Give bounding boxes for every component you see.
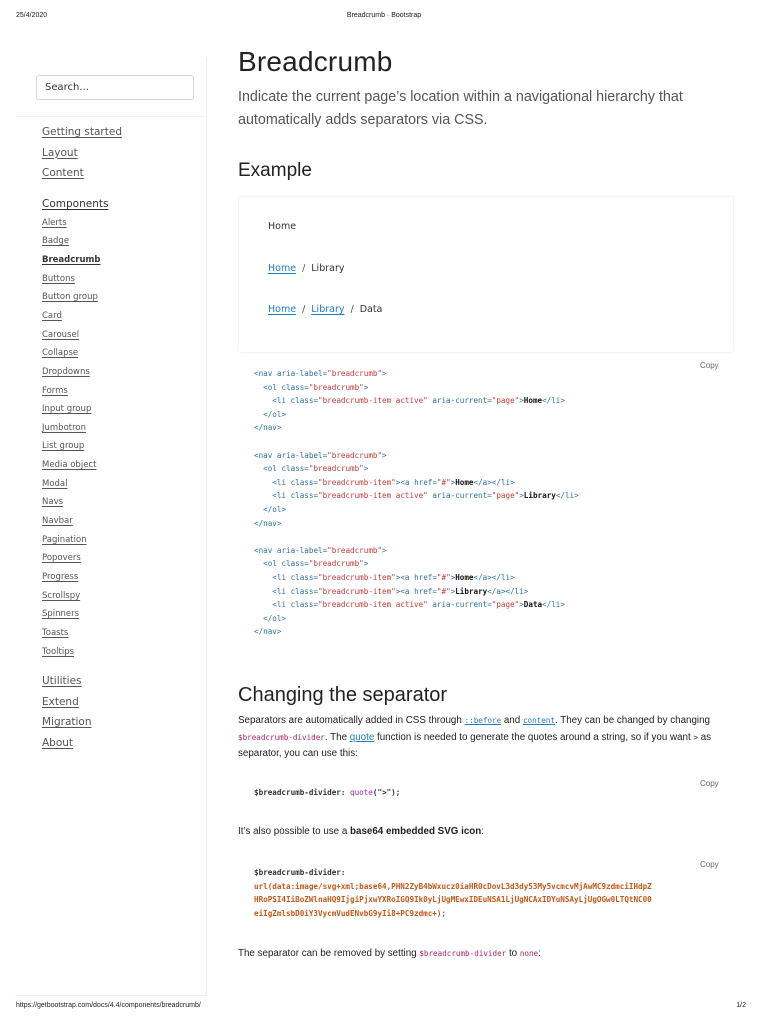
code-block-base64: $breadcrumb-divider: url(data:image/svg+xml;base64,PHN2ZyB4bWxucz0iaHR0cDovL3d3dy53My5vcmcvMjAwMC9zdmciIHdpZ HRoPSI4IiBoZWlnaHQ9IjgiPjxwYXRoIGQ9Ik0yLjUgMEwxIDEuNSA1LjUgNCAxIDYuNSAyLjUgOGw0LTQtNC00 eiIgZmlsbD0iY3VycmVudENvbG9yIi8+PC9zdmc+); (254, 868, 652, 918)
breadcrumb-link-home[interactable]: Home (268, 263, 297, 274)
separator-paragraph: Separators are automatically added in CSS through ::before and content. They can be changed by changing $breadcrumb-divider. The quote function is needed to generate the quotes around a string, so if you want > as separator, you can use this: (238, 715, 712, 759)
nav-toasts[interactable]: Toasts (42, 627, 69, 638)
nav-button-group[interactable]: Button group (42, 292, 98, 303)
nav-getting-started[interactable]: Getting started (42, 126, 122, 138)
separator-heading: Changing the separator (238, 684, 448, 706)
nav-popovers[interactable]: Popovers (42, 553, 81, 564)
nav-buttons[interactable]: Buttons (42, 273, 75, 284)
breadcrumb-example-1 (268, 221, 296, 232)
copy-button[interactable]: Copy (700, 860, 719, 869)
nav-navs[interactable]: Navs (42, 497, 64, 508)
nav-progress[interactable]: Progress (42, 571, 79, 582)
nav-breadcrumb[interactable]: Breadcrumb (42, 255, 101, 266)
print-footer (0, 1002, 768, 1014)
breadcrumb-link-home[interactable]: Home (268, 304, 297, 315)
code-block-quote: $breadcrumb-divider: quote(">"); (254, 788, 401, 797)
nav-media-object[interactable]: Media object (42, 460, 97, 471)
nav-spacer (42, 663, 122, 673)
nav-alerts[interactable]: Alerts (42, 217, 67, 228)
nav-scrollspy[interactable]: Scrollspy (42, 590, 81, 601)
nav-badge[interactable]: Badge (42, 236, 70, 247)
quote-link[interactable]: quote (349, 731, 375, 743)
print-date: 25/4/2020 (16, 12, 48, 19)
base64-paragraph: It’s also possible to use a base64 embedded SVG icon: (238, 826, 484, 837)
docs-nav (42, 124, 122, 756)
breadcrumb-active: Home (268, 221, 297, 232)
nav-components[interactable]: Components (42, 197, 109, 210)
nav-layout[interactable]: Layout (42, 146, 78, 159)
sidebar (15, 58, 207, 996)
nav-input-group[interactable]: Input group (42, 404, 92, 415)
nav-list-group[interactable]: List group (42, 441, 85, 452)
print-title: Breadcrumb · Bootstrap (346, 12, 422, 19)
nav-extend[interactable]: Extend (42, 695, 79, 708)
nav-utilities[interactable]: Utilities (42, 675, 82, 688)
nav-about[interactable]: About (42, 736, 74, 749)
nav-content[interactable]: Content (42, 167, 84, 180)
nav-tooltips[interactable]: Tooltips (42, 646, 75, 657)
print-url: https://getbootstrap.com/docs/4.4/components/breadcrumb/ (16, 1002, 201, 1009)
print-header (0, 12, 768, 24)
breadcrumb-active: Data (359, 304, 383, 315)
nav-spinners[interactable]: Spinners (42, 609, 80, 620)
example-heading: Example (238, 160, 312, 181)
breadcrumb-separator: / (350, 304, 354, 315)
content-code-link[interactable]: content (522, 716, 555, 725)
nav-navbar[interactable]: Navbar (42, 516, 73, 527)
nav-modal[interactable]: Modal (42, 478, 68, 489)
nav-forms[interactable]: Forms (42, 385, 68, 396)
search-input[interactable] (36, 75, 194, 100)
breadcrumb-example-3 (268, 304, 382, 315)
breadcrumb-active: Library (311, 263, 345, 274)
breadcrumb-separator: / (302, 304, 306, 315)
page-title: Breadcrumb (238, 46, 393, 77)
before-code-link[interactable]: ::before (464, 716, 502, 725)
nav-migration[interactable]: Migration (42, 716, 92, 729)
nav-dropdowns[interactable]: Dropdowns (42, 366, 90, 377)
breadcrumb-example-2 (268, 263, 344, 274)
nav-jumbotron[interactable]: Jumbotron (42, 422, 86, 433)
remove-separator-paragraph: The separator can be removed by setting $breadcrumb-divider to none: (238, 948, 541, 959)
print-page-number: 1/2 (736, 1002, 746, 1009)
search-wrap (15, 58, 206, 117)
copy-button[interactable]: Copy (700, 361, 719, 370)
nav-card[interactable]: Card (42, 310, 62, 321)
example-preview (238, 196, 734, 353)
breadcrumb-separator: / (302, 263, 306, 274)
nav-carousel[interactable]: Carousel (42, 329, 80, 340)
page-lead: Indicate the current page’s location within a navigational hierarchy that automatically adds separators via CSS. (238, 89, 683, 128)
copy-button[interactable]: Copy (700, 779, 719, 788)
nav-pagination[interactable]: Pagination (42, 534, 87, 545)
breadcrumb-link-library[interactable]: Library (311, 304, 345, 315)
nav-collapse[interactable]: Collapse (42, 348, 79, 359)
code-block-example: <nav aria-label="breadcrumb"> <ol class="breadcrumb"> <li class="breadcrumb-item active" aria-current="page">Home</li> </ol> </nav> <nav aria-label="breadcrumb"> <ol class="breadcrumb"> <li class="breadcrumb-item"><a href="#">Home</a></li> <li class="breadcrumb-item active" aria-current="page">Library</li> </ol> </nav> <nav aria-label="breadcrumb"> <ol class="breadcrumb"> <li class="breadcrumb-item"><a href="#">Home</a></li> <li class="breadcrumb-item"><a href="#">Library</a></li> <li class="breadcrumb-item active" aria-current="page">Data</li> </ol> </nav> (254, 369, 579, 637)
